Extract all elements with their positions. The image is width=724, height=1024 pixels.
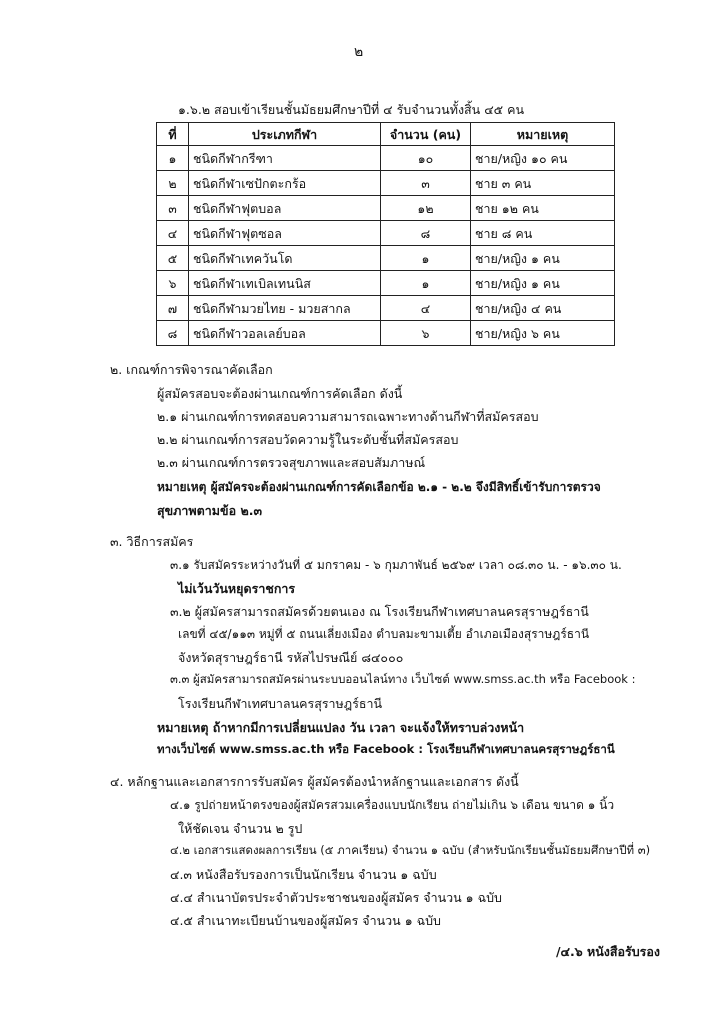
row-count: ๑๒ xyxy=(381,196,471,221)
row-sport: ชนิดกีฬาเทเบิลเทนนิส xyxy=(189,271,381,296)
continuation-marker: /๔.๖ หนังสือรับรอง xyxy=(555,944,660,959)
row-count: ๖ xyxy=(381,321,471,346)
section-4-item-4-5: ๔.๕ สำเนาทะเบียนบ้านของผู้สมัคร จำนวน ๑ ฉบับ xyxy=(170,913,441,928)
row-count: ๑ xyxy=(381,271,471,296)
header-count: จำนวน (คน) xyxy=(381,123,471,146)
section-2-heading: ๒. เกณฑ์การพิจารณาคัดเลือก xyxy=(110,362,273,377)
section-2-intro: ผู้สมัครสอบจะต้องผ่านเกณฑ์การคัดเลือก ดังนี้ xyxy=(157,386,403,401)
row-remark: ชาย/หญิง ๑ คน xyxy=(471,271,615,296)
row-count: ๓ xyxy=(381,171,471,196)
row-no: ๓ xyxy=(157,196,189,221)
row-remark: ชาย ๘ คน xyxy=(471,221,615,246)
section-2-item-2-2: ๒.๒ ผ่านเกณฑ์การสอบวัดความรู้ในระดับชั้นที่สมัครสอบ xyxy=(157,432,459,447)
row-sport: ชนิดกีฬาวอลเลย์บอล xyxy=(189,321,381,346)
table-row xyxy=(157,171,615,196)
row-no: ๗ xyxy=(157,296,189,321)
row-count: ๘ xyxy=(381,221,471,246)
section-4-item-4-2: ๔.๒ เอกสารแสดงผลการเรียน (๕ ภาคเรียน) จำนวน ๑ ฉบับ (สำหรับนักเรียนชั้นมัธยมศึกษาปีที่ ๓) xyxy=(170,843,651,857)
section-3-item-3-2-address: เลขที่ ๔๕/๑๑๓ หมู่ที่ ๕ ถนนเลี่ยงเมือง ตำบลมะขามเตี้ย อำเภอเมืองสุราษฎร์ธานี xyxy=(178,627,590,641)
row-no: ๑ xyxy=(157,146,189,171)
row-count: ๑๐ xyxy=(381,146,471,171)
row-no: ๒ xyxy=(157,171,189,196)
section-4-heading: ๔. หลักฐานและเอกสารการรับสมัคร ผู้สมัครต้องนำหลักฐานและเอกสาร ดังนี้ xyxy=(110,774,519,789)
row-sport: ชนิดกีฬาฟุตซอล xyxy=(189,221,381,246)
section-3-note-cont: ทางเว็บไซต์ www.smss.ac.th หรือ Facebook : โรงเรียนกีฬาเทศบาลนครสุราษฎร์ธานี xyxy=(157,742,615,756)
section-3-item-3-1: ๓.๑ รับสมัครระหว่างวันที่ ๕ มกราคม - ๖ กุมภาพันธ์ ๒๕๖๙ เวลา ๐๘.๓๐ น. - ๑๖.๓๐ น. xyxy=(170,558,622,572)
table-row xyxy=(157,246,615,271)
section-2-item-2-3: ๒.๓ ผ่านเกณฑ์การตรวจสุขภาพและสอบสัมภาษณ์ xyxy=(157,455,426,470)
row-no: ๖ xyxy=(157,271,189,296)
row-no: ๘ xyxy=(157,321,189,346)
row-sport: ชนิดกีฬาฟุตบอล xyxy=(189,196,381,221)
table-header-row xyxy=(157,123,615,146)
table-row xyxy=(157,196,615,221)
row-remark: ชาย/หญิง ๖ คน xyxy=(471,321,615,346)
section-2-note: หมายเหตุ ผู้สมัครจะต้องผ่านเกณฑ์การคัดเลือกข้อ ๒.๑ - ๒.๒ จึงมีสิทธิ์เข้ารับการตรวจ xyxy=(157,480,601,494)
header-sport-type: ประเภทกีฬา xyxy=(189,123,381,146)
header-no: ที่ xyxy=(157,123,189,146)
row-remark: ชาย/หญิง ๑๐ คน xyxy=(471,146,615,171)
row-sport: ชนิดกีฬากรีฑา xyxy=(189,146,381,171)
section-4-item-4-3: ๔.๓ หนังสือรับรองการเป็นนักเรียน จำนวน ๑ ฉบับ xyxy=(170,867,437,882)
row-no: ๔ xyxy=(157,221,189,246)
row-remark: ชาย/หญิง ๑ คน xyxy=(471,246,615,271)
table-row xyxy=(157,271,615,296)
row-sport: ชนิดกีฬามวยไทย - มวยสากล xyxy=(189,296,381,321)
page-number: ๒ xyxy=(354,44,364,60)
table-row xyxy=(157,146,615,171)
section-3-heading: ๓. วิธีการสมัคร xyxy=(110,534,194,549)
row-remark: ชาย ๓ คน xyxy=(471,171,615,196)
table-row xyxy=(157,221,615,246)
table-row xyxy=(157,321,615,346)
section-2-item-2-1: ๒.๑ ผ่านเกณฑ์การทดสอบความสามารถเฉพาะทางด้านกีฬาที่สมัครสอบ xyxy=(157,409,539,424)
row-remark: ชาย/หญิง ๔ คน xyxy=(471,296,615,321)
sports-quota-table xyxy=(156,122,615,346)
row-sport: ชนิดกีฬาเซปักตะกร้อ xyxy=(189,171,381,196)
section-1-6-2-caption: ๑.๖.๒ สอบเข้าเรียนชั้นมัธยมศึกษาปีที่ ๔ รับจำนวนทั้งสิ้น ๔๕ คน xyxy=(178,102,524,117)
row-no: ๕ xyxy=(157,246,189,271)
row-count: ๔ xyxy=(381,296,471,321)
header-remark: หมายเหตุ xyxy=(471,123,615,146)
section-4-item-4-1-cont: ให้ชัดเจน จำนวน ๒ รูป xyxy=(178,821,303,836)
section-3-item-3-1-cont: ไม่เว้นวันหยุดราชการ xyxy=(178,581,296,596)
section-2-note-cont: สุขภาพตามข้อ ๒.๓ xyxy=(157,503,262,518)
row-sport: ชนิดกีฬาเทควันโด xyxy=(189,246,381,271)
row-remark: ชาย ๑๒ คน xyxy=(471,196,615,221)
section-4-item-4-4: ๔.๔ สำเนาบัตรประจำตัวประชาชนของผู้สมัคร จำนวน ๑ ฉบับ xyxy=(170,890,502,905)
section-4-item-4-1: ๔.๑ รูปถ่ายหน้าตรงของผู้สมัครสวมเครื่องแบบนักเรียน ถ่ายไม่เกิน ๖ เดือน ขนาด ๑ นิ้ว xyxy=(170,798,615,812)
table-row xyxy=(157,296,615,321)
section-3-item-3-2: ๓.๒ ผู้สมัครสามารถสมัครด้วยตนเอง ณ โรงเรียนกีฬาเทศบาลนครสุราษฎร์ธานี xyxy=(170,604,589,619)
section-3-note: หมายเหตุ ถ้าหากมีการเปลี่ยนแปลง วัน เวลา จะแจ้งให้ทราบล่วงหน้า xyxy=(157,720,525,735)
row-count: ๑ xyxy=(381,246,471,271)
section-3-item-3-3-cont: โรงเรียนกีฬาเทศบาลนครสุราษฎร์ธานี xyxy=(178,696,383,711)
section-3-item-3-3: ๓.๓ ผู้สมัครสามารถสมัครผ่านระบบออนไลน์ทาง เว็บไซต์ www.smss.ac.th หรือ Facebook : xyxy=(170,672,636,686)
section-3-item-3-2-province: จังหวัดสุราษฎร์ธานี รหัสไปรษณีย์ ๘๔๐๐๐ xyxy=(178,650,404,665)
